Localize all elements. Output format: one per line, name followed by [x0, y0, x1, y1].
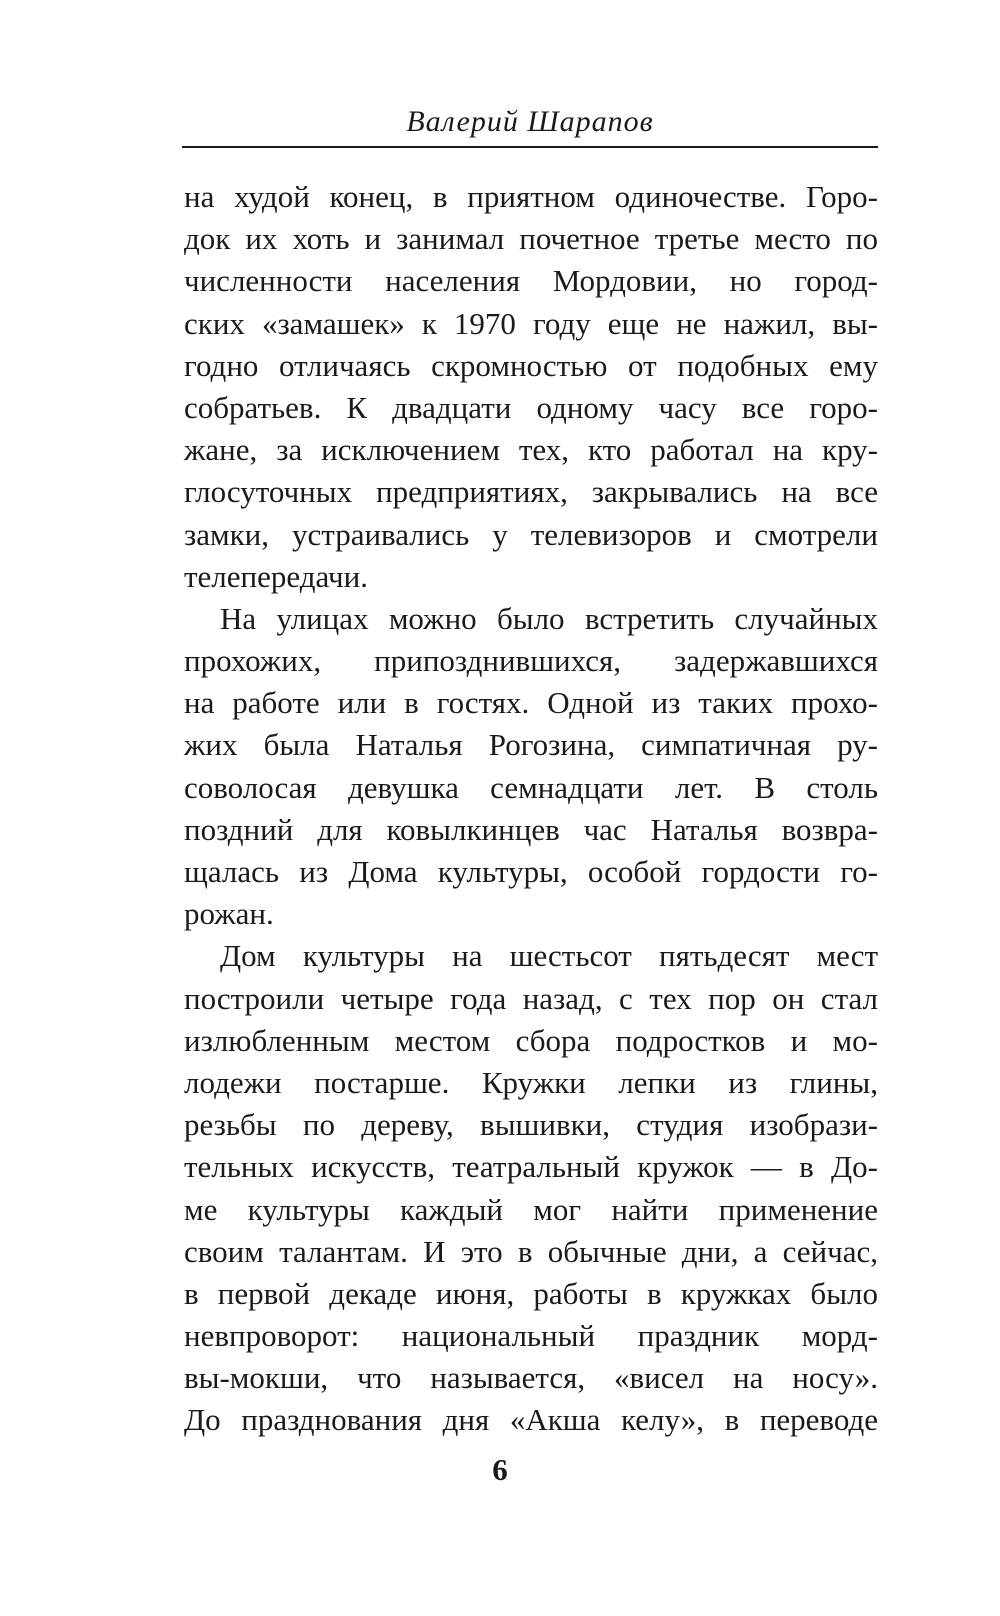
text-line: тельных искусств, театральный кружок — в До- [184, 1149, 878, 1185]
text-line: излюбленным местом сбора подростков и мо- [184, 1022, 878, 1058]
text-line: глосуточных предприятиях, закрывались на все [184, 474, 878, 510]
text-line: в первой декаде июня, работы в кружках было [184, 1275, 878, 1311]
text-line: собратьев. К двадцати одному часу все горо- [184, 389, 878, 425]
text-line: соволосая девушка семнадцати лет. В столь [184, 769, 878, 805]
text-line: Дом культуры на шестьсот пятьдесят мест [220, 938, 878, 974]
header-rule [182, 146, 878, 148]
text-line: щалась из Дома культуры, особой гордости го- [184, 854, 878, 889]
paragraph-2 [184, 598, 878, 936]
text-line: прохожих, припозднившихся, задержавшихся [184, 643, 878, 679]
text-line: на худой конец, в приятном одиночестве. Горо- [184, 179, 878, 214]
text-line: До празднования дня «Акша келу», в переводе [184, 1402, 878, 1438]
text-line: док их хоть и занимал почетное третье место по [184, 221, 878, 257]
text-line: построили четыре года назад, с тех пор он стал [184, 980, 878, 1016]
page-number: 6 [492, 1452, 508, 1487]
text-line: лодежи постарше. Кружки лепки из глины, [184, 1064, 878, 1100]
text-line: на работе или в гостях. Одной из таких прохо- [184, 685, 878, 721]
text-line: замки, устраивались у телевизоров и смотрели [184, 516, 878, 552]
running-head-author: Валерий Шарапов [406, 105, 654, 138]
paragraph-1 [184, 176, 878, 598]
text-line: численности населения Мордовии, но город- [184, 263, 878, 299]
text-line: жане, за исключением тех, кто работал на кру- [184, 432, 878, 468]
text-line: поздний для ковылкинцев час Наталья возвра- [184, 811, 878, 847]
text-line: вы-мокши, что называется, «висел на носу». [184, 1360, 878, 1396]
text-line: телепередачи. [184, 558, 368, 594]
text-line: ме культуры каждый мог найти применение [184, 1191, 878, 1227]
text-line: рожан. [184, 896, 274, 932]
text-line: На улицах можно было встретить случайных [220, 600, 878, 636]
paragraph-3 [184, 935, 878, 1441]
text-line: своим талантам. И это в обычные дни, а сейчас, [184, 1233, 878, 1269]
text-line: невпроворот: национальный праздник морд- [184, 1318, 878, 1354]
text-line: ских «замашек» к 1970 году еще не нажил, вы- [184, 305, 878, 341]
text-line: годно отличаясь скромностью от подобных ему [184, 347, 878, 383]
text-line: жих была Наталья Рогозина, симпатичная ру- [184, 727, 878, 763]
text-line: резьбы по дереву, вышивки, студия изобрази- [184, 1107, 878, 1143]
body-text [184, 176, 878, 1442]
